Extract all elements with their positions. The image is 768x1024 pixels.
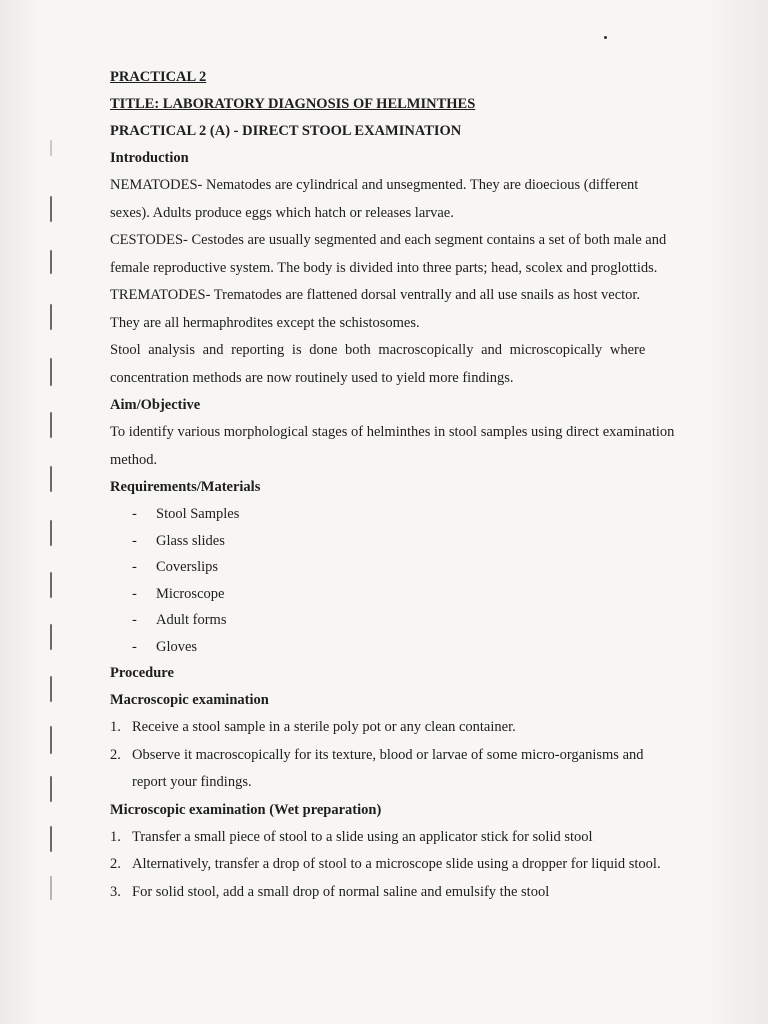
macroscopic-steps	[110, 714, 720, 797]
list-item: - Microscope	[132, 585, 225, 602]
stool-analysis-line-1: Stool analysis and reporting is done both macroscopically and microscopically where	[110, 342, 646, 358]
trematodes-line-1: TREMATODES- Trematodes are flattened dorsal ventrally and all use snails as host vector.	[110, 287, 641, 303]
list-item: - Stool Samples	[132, 506, 240, 522]
aim-paragraph	[110, 419, 720, 474]
microscopic-steps	[110, 824, 720, 907]
speck-mark	[604, 36, 607, 39]
document-body	[110, 64, 720, 906]
list-item: 2. Observe it macroscopically for its texture, blood or larvae of some micro-organisms and report your findings.	[110, 746, 644, 790]
introduction-heading: Introduction	[110, 150, 189, 166]
list-item: - Glass slides	[132, 532, 225, 549]
list-item: - Coverslips	[132, 559, 219, 575]
requirements-heading: Requirements/Materials	[110, 479, 261, 495]
aim-line-2: method.	[110, 451, 158, 468]
cestodes-paragraph	[110, 227, 720, 282]
nematodes-line-2: sexes). Adults produce eggs which hatch or releases larvae.	[110, 204, 454, 221]
list-item: - Adult forms	[132, 612, 227, 628]
macroscopic-heading: Macroscopic examination	[110, 692, 269, 708]
microscopic-heading: Microscopic examination (Wet preparation)	[110, 801, 382, 818]
trematodes-paragraph	[110, 282, 720, 337]
list-item: 2. Alternatively, transfer a drop of stool to a microscope slide using a dropper for liquid stool.	[110, 856, 661, 872]
aim-heading: Aim/Objective	[110, 397, 201, 413]
list-item: - Gloves	[132, 638, 198, 655]
procedure-heading: Procedure	[110, 665, 174, 681]
list-item: 1. Transfer a small piece of stool to a slide using an applicator stick for solid stool	[110, 828, 593, 845]
trematodes-line-2: They are all hermaphrodites except the schistosomes.	[110, 314, 420, 331]
list-item: 3. For solid stool, add a small drop of normal saline and emulsify the stool	[110, 883, 550, 900]
list-item: 1. Receive a stool sample in a sterile poly pot or any clean container.	[110, 719, 516, 735]
requirements-list	[110, 501, 720, 660]
nematodes-paragraph	[110, 172, 720, 227]
cestodes-line-2: female reproductive system. The body is divided into three parts; head, scolex and proglottids.	[110, 259, 658, 276]
nematodes-line-1: NEMATODES- Nematodes are cylindrical and unsegmented. They are dioecious (different	[110, 177, 639, 193]
aim-line-1: To identify various morphological stages of helminthes in stool samples using direct examination	[110, 424, 675, 440]
practical-subtitle: PRACTICAL 2 (A) - DIRECT STOOL EXAMINATION	[110, 123, 462, 139]
stool-analysis-paragraph	[110, 337, 720, 392]
stool-analysis-line-2: concentration methods are now routinely used to yield more findings.	[110, 369, 514, 386]
page-title: TITLE: LABORATORY DIAGNOSIS OF HELMINTHES	[110, 96, 476, 112]
practical-number: PRACTICAL 2	[110, 69, 207, 85]
cestodes-line-1: CESTODES- Cestodes are usually segmented and each segment contains a set of both male and	[110, 232, 667, 248]
binding-marks	[40, 140, 60, 1020]
